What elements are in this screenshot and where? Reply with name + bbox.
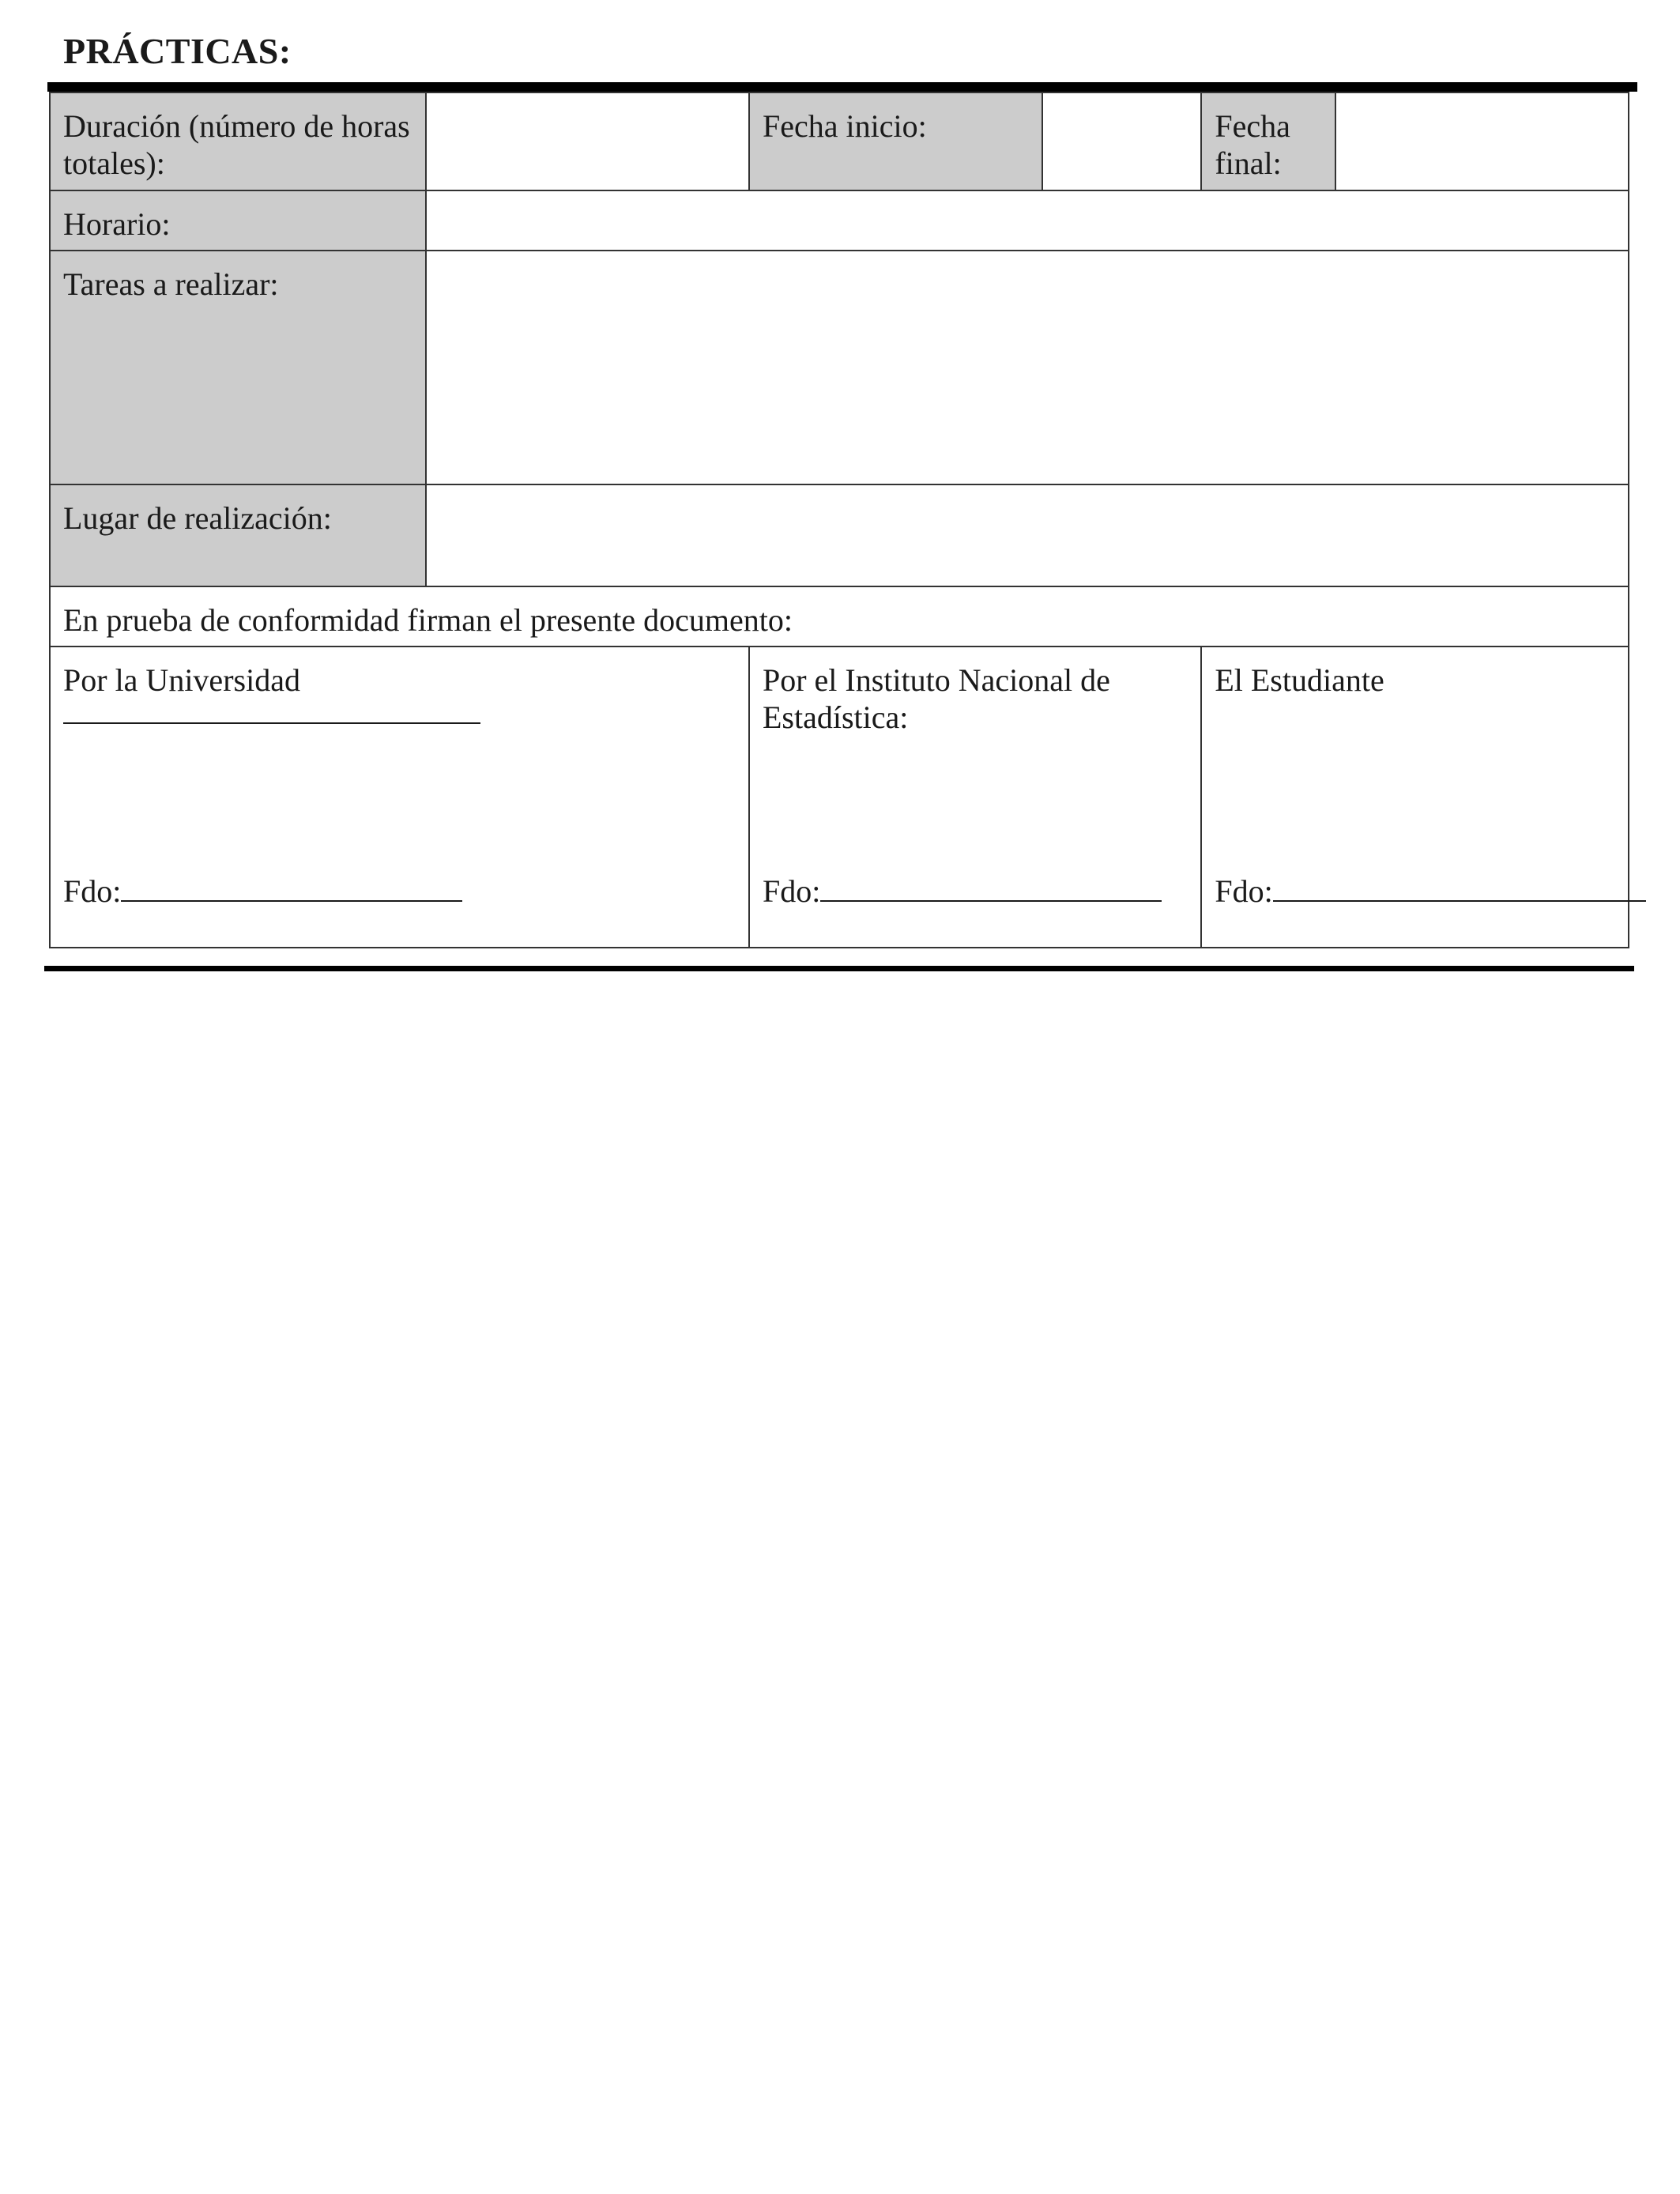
university-fdo-line[interactable] bbox=[121, 869, 462, 902]
university-fdo bbox=[63, 869, 462, 910]
location-row bbox=[50, 484, 1629, 586]
schedule-label: Horario: bbox=[50, 190, 426, 251]
duration-field[interactable] bbox=[426, 92, 749, 190]
fdo-label: Fdo: bbox=[1215, 873, 1273, 909]
agreement-row bbox=[50, 586, 1629, 647]
student-fdo-line[interactable] bbox=[1273, 869, 1646, 902]
institute-fdo bbox=[763, 869, 1162, 910]
university-signature-line bbox=[63, 699, 480, 724]
student-signature-label: El Estudiante bbox=[1215, 662, 1384, 698]
bottom-divider bbox=[44, 966, 1634, 971]
schedule-row bbox=[50, 190, 1629, 251]
student-fdo bbox=[1215, 869, 1645, 910]
practicas-form-table bbox=[49, 92, 1629, 948]
schedule-field[interactable] bbox=[426, 190, 1629, 251]
institute-signature-label: Por el Instituto Nacional de Estadística: bbox=[762, 662, 1110, 735]
duration-label: Duración (número de horas totales): bbox=[50, 92, 426, 190]
student-signature-cell[interactable] bbox=[1201, 647, 1629, 948]
fdo-label: Fdo: bbox=[63, 873, 122, 909]
start-date-field[interactable] bbox=[1042, 92, 1201, 190]
duration-row bbox=[50, 92, 1629, 190]
tasks-label: Tareas a realizar: bbox=[50, 251, 426, 484]
institute-signature-cell[interactable] bbox=[749, 647, 1201, 948]
university-signature-label: Por la Universidad bbox=[63, 662, 300, 698]
institute-fdo-line[interactable] bbox=[820, 869, 1162, 902]
top-divider bbox=[47, 82, 1637, 92]
end-date-field[interactable] bbox=[1335, 92, 1629, 190]
signatures-row bbox=[50, 647, 1629, 948]
end-date-label: Fecha final: bbox=[1201, 92, 1335, 190]
start-date-label: Fecha inicio: bbox=[749, 92, 1042, 190]
location-label: Lugar de realización: bbox=[50, 484, 426, 586]
page-title: PRÁCTICAS: bbox=[63, 31, 292, 71]
location-field[interactable] bbox=[426, 484, 1629, 586]
tasks-field[interactable] bbox=[426, 251, 1629, 484]
agreement-text: En prueba de conformidad firman el presente documento: bbox=[50, 586, 1629, 647]
university-signature-cell[interactable] bbox=[50, 647, 749, 948]
fdo-label: Fdo: bbox=[762, 873, 821, 909]
tasks-row bbox=[50, 251, 1629, 484]
